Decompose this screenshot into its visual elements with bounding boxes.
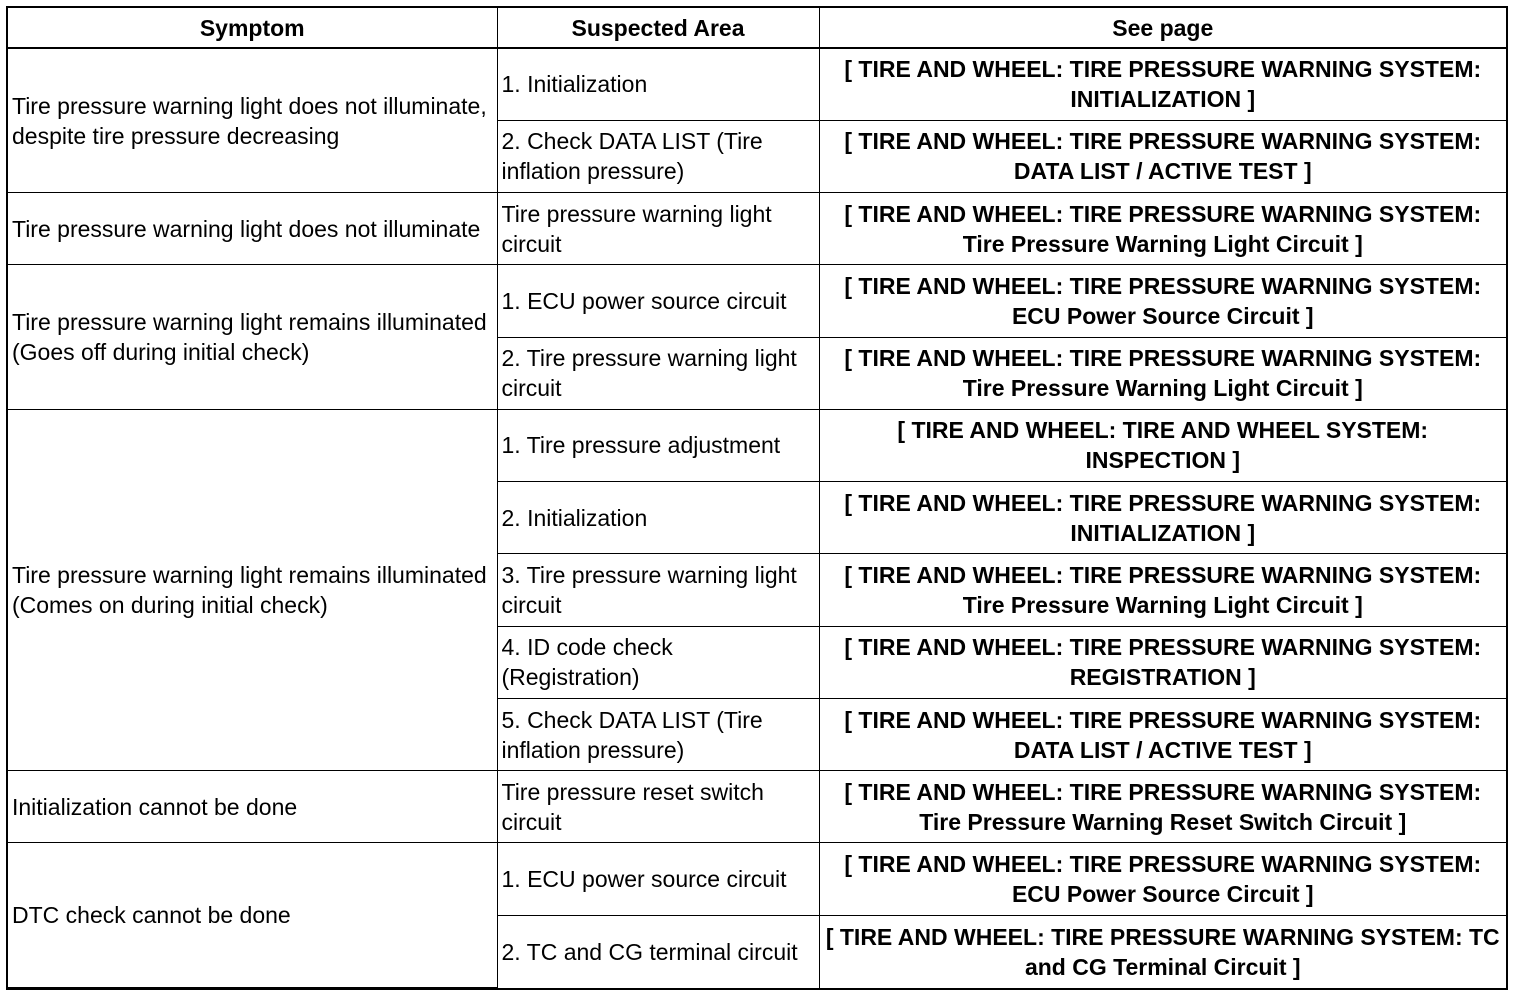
symptom-cell: Tire pressure warning light does not illuminate, despite tire pressure decreasing bbox=[8, 48, 497, 193]
suspected-area-cell: 1. Initialization bbox=[497, 48, 819, 120]
table-row bbox=[8, 843, 1506, 915]
symptom-cell: Initialization cannot be done bbox=[8, 771, 497, 843]
suspected-area-cell: 3. Tire pressure warning light circuit bbox=[497, 554, 819, 626]
symptom-cell: DTC check cannot be done bbox=[8, 843, 497, 988]
symptom-cell: Tire pressure warning light remains illuminated (Comes on during initial check) bbox=[8, 409, 497, 770]
see-page-link[interactable]: [ TIRE AND WHEEL: TIRE PRESSURE WARNING SYSTEM: INITIALIZATION ] bbox=[819, 48, 1506, 120]
table-row bbox=[8, 265, 1506, 337]
see-page-link[interactable]: [ TIRE AND WHEEL: TIRE PRESSURE WARNING SYSTEM: ECU Power Source Circuit ] bbox=[819, 843, 1506, 915]
table-row bbox=[8, 193, 1506, 265]
header-suspected-area: Suspected Area bbox=[497, 8, 819, 48]
symptom-cell: Tire pressure warning light does not illuminate bbox=[8, 193, 497, 265]
suspected-area-cell: 1. Tire pressure adjustment bbox=[497, 409, 819, 481]
table-row bbox=[8, 771, 1506, 843]
see-page-link[interactable]: [ TIRE AND WHEEL: TIRE PRESSURE WARNING SYSTEM: REGISTRATION ] bbox=[819, 626, 1506, 698]
suspected-area-cell: Tire pressure reset switch circuit bbox=[497, 771, 819, 843]
see-page-link[interactable]: [ TIRE AND WHEEL: TIRE PRESSURE WARNING SYSTEM: Tire Pressure Warning Light Circuit ] bbox=[819, 193, 1506, 265]
see-page-link[interactable]: [ TIRE AND WHEEL: TIRE PRESSURE WARNING SYSTEM: DATA LIST / ACTIVE TEST ] bbox=[819, 120, 1506, 192]
suspected-area-cell: 5. Check DATA LIST (Tire inflation pressure) bbox=[497, 698, 819, 770]
see-page-link[interactable]: [ TIRE AND WHEEL: TIRE AND WHEEL SYSTEM: INSPECTION ] bbox=[819, 409, 1506, 481]
problem-symptoms-table bbox=[8, 8, 1506, 988]
see-page-link[interactable]: [ TIRE AND WHEEL: TIRE PRESSURE WARNING SYSTEM: INITIALIZATION ] bbox=[819, 482, 1506, 554]
header-see-page: See page bbox=[819, 8, 1506, 48]
suspected-area-cell: 2. Check DATA LIST (Tire inflation pressure) bbox=[497, 120, 819, 192]
see-page-link[interactable]: [ TIRE AND WHEEL: TIRE PRESSURE WARNING SYSTEM: TC and CG Terminal Circuit ] bbox=[819, 915, 1506, 987]
suspected-area-cell: 2. Tire pressure warning light circuit bbox=[497, 337, 819, 409]
suspected-area-cell: Tire pressure warning light circuit bbox=[497, 193, 819, 265]
see-page-link[interactable]: [ TIRE AND WHEEL: TIRE PRESSURE WARNING SYSTEM: DATA LIST / ACTIVE TEST ] bbox=[819, 698, 1506, 770]
see-page-link[interactable]: [ TIRE AND WHEEL: TIRE PRESSURE WARNING SYSTEM: ECU Power Source Circuit ] bbox=[819, 265, 1506, 337]
symptom-cell: Tire pressure warning light remains illuminated (Goes off during initial check) bbox=[8, 265, 497, 410]
see-page-link[interactable]: [ TIRE AND WHEEL: TIRE PRESSURE WARNING SYSTEM: Tire Pressure Warning Light Circuit ] bbox=[819, 554, 1506, 626]
suspected-area-cell: 2. TC and CG terminal circuit bbox=[497, 915, 819, 987]
suspected-area-cell: 4. ID code check (Registration) bbox=[497, 626, 819, 698]
problem-symptoms-table-frame bbox=[6, 6, 1508, 990]
suspected-area-cell: 1. ECU power source circuit bbox=[497, 265, 819, 337]
header-row bbox=[8, 8, 1506, 48]
header-symptom: Symptom bbox=[8, 8, 497, 48]
suspected-area-cell: 2. Initialization bbox=[497, 482, 819, 554]
see-page-link[interactable]: [ TIRE AND WHEEL: TIRE PRESSURE WARNING SYSTEM: Tire Pressure Warning Light Circuit ] bbox=[819, 337, 1506, 409]
table-row bbox=[8, 48, 1506, 120]
see-page-link[interactable]: [ TIRE AND WHEEL: TIRE PRESSURE WARNING SYSTEM: Tire Pressure Warning Reset Switch Circuit ] bbox=[819, 771, 1506, 843]
table-row bbox=[8, 409, 1506, 481]
suspected-area-cell: 1. ECU power source circuit bbox=[497, 843, 819, 915]
